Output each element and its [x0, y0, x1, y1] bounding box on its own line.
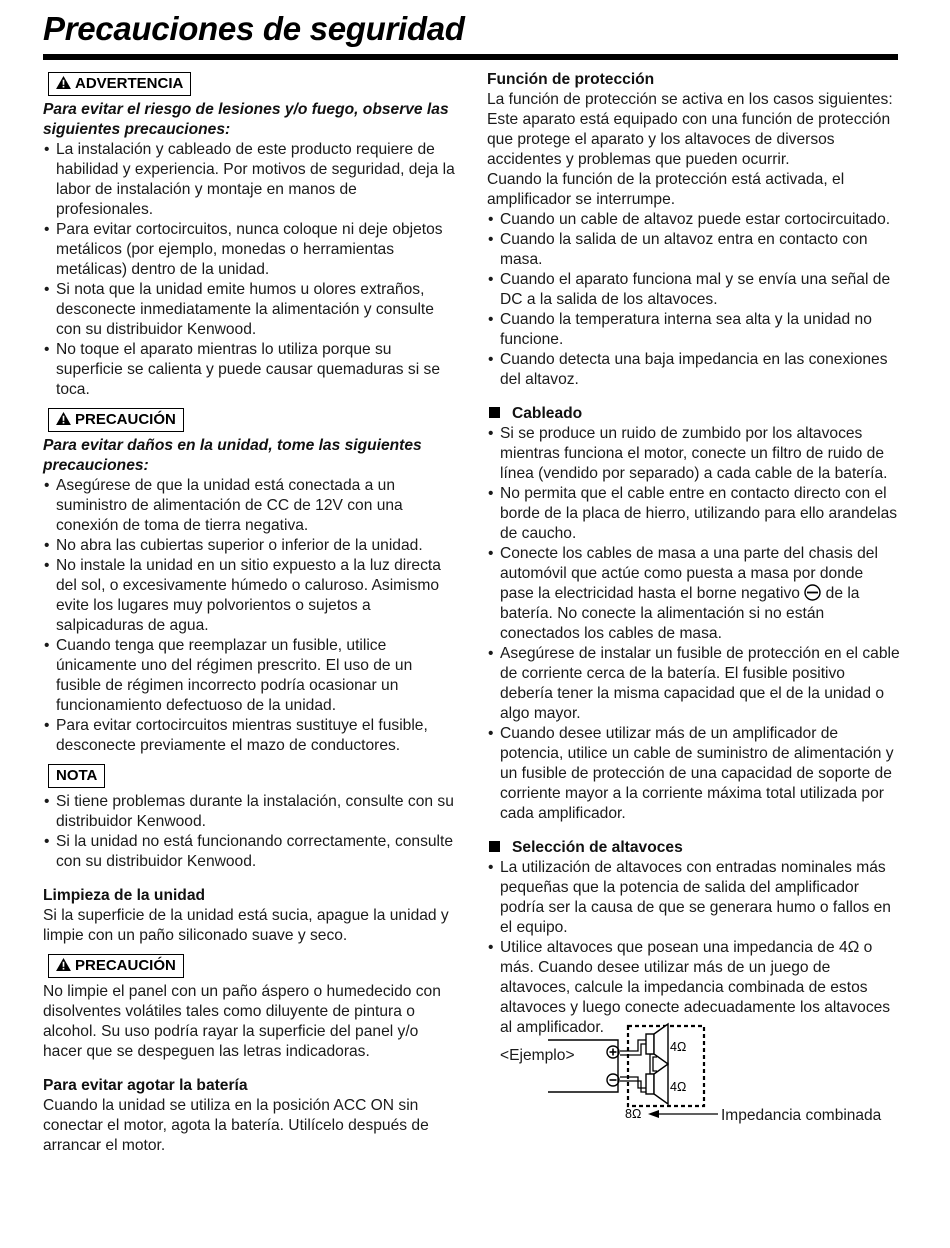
list-item: • Cuando la temperatura interna sea alta y la unidad no funcione.: [487, 310, 900, 350]
protection-list: [487, 210, 900, 390]
list-item: • Cuando la salida de un altavoz entra en contacto con masa.: [487, 230, 900, 270]
amplifier-box: [548, 1040, 618, 1092]
speaker-1-impedance: 4Ω: [670, 1040, 687, 1054]
caution2-text: No limpie el panel con un paño áspero o humedecido con disolventes volátiles tales como diluyente de pintura o alcohol. Su uso podría rayar la superficie del panel y/o hacer que se despeguen las letras indicadoras.: [43, 983, 441, 1060]
caution-lead: Para evitar daños en la unidad, tome las siguientes precauciones:: [43, 437, 422, 474]
minus-terminal-icon: [804, 584, 821, 601]
list-item: • Utilice altavoces que posean una impedancia de 4Ω o más. Cuando desee utilizar más de un juego de altavoces, calcule la impedancia combinada de estos altavoces y luego conecte adecuadamente los altavoces al amplificador.: [487, 938, 900, 1038]
caption-arrow: [648, 1110, 718, 1118]
minus-terminal-icon: [607, 1074, 619, 1086]
title-rule: [43, 54, 898, 60]
note-list: [43, 792, 456, 872]
list-item: • Cuando el aparato funciona mal y se envía una señal de DC a la salida de los altavoces.: [487, 270, 900, 310]
battery-text: Cuando la unidad se utiliza en la posición ACC ON sin conectar el motor, agota la batería. Utilícelo después de arrancar el motor.: [43, 1097, 429, 1154]
protection-intro-3: Cuando la función de la protección está activada, el amplificador se interrumpe.: [487, 171, 845, 208]
list-item: • No instale la unidad en un sitio expuesto a la luz directa del sol, o excesivamente húmedo o caluroso. Asimismo evite los lugares muy polvorientos o sujetos a salpicaduras de agua.: [43, 556, 456, 636]
warning-badge-label: ADVERTENCIA: [75, 75, 184, 92]
speaker-impedance-diagram: [540, 1018, 900, 1130]
warning-triangle-icon: [56, 958, 71, 971]
list-item: • Si nota que la unidad emite humos u olores extraños, desconecte inmediatamente la alimentación y consulte con su distribuidor Kenwood.: [43, 280, 456, 340]
speaker-1-icon: [646, 1024, 668, 1064]
combined-impedance-caption: Impedancia combinada: [721, 1107, 882, 1124]
caution-badge-label: PRECAUCIÓN: [75, 411, 176, 428]
wiring-list: [487, 424, 900, 824]
list-item: • Cuando tenga que reemplazar un fusible, utilice únicamente uno del régimen prescrito. El uso de un fusible de régimen incorrecto podría ocasionar un funcionamiento defectuoso de la unidad.: [43, 636, 456, 716]
note-badge: NOTA: [48, 764, 105, 788]
list-item: • Asegúrese de instalar un fusible de protección en el cable de corriente cerca de la batería. El fusible positivo debería tener la misma capacidad que el de la unidad o algo mayor.: [487, 644, 900, 724]
warning-triangle-icon: [56, 76, 71, 89]
wiring-item3-part-a: Conecte los cables de masa a una parte del chasis del automóvil que actúe como puesta a masa por donde pase la electricidad hasta el borne negativo: [500, 545, 878, 602]
warning-badge: [48, 72, 191, 96]
square-bullet-icon: [489, 407, 500, 418]
list-item: • Para evitar cortocircuitos, nunca coloque ni deje objetos metálicos (por ejemplo, monedas o herramientas metálicas) dentro de la unidad.: [43, 220, 456, 280]
list-item: • Para evitar cortocircuitos mientras sustituye el fusible, desconecte previamente el mazo de conductores.: [43, 716, 456, 756]
battery-heading: Para evitar agotar la batería: [43, 1077, 248, 1094]
speaker-2-impedance: 4Ω: [670, 1080, 687, 1094]
caution-badge: [48, 408, 184, 432]
protection-heading: Función de protección: [487, 71, 655, 88]
cleaning-heading: Limpieza de la unidad: [43, 887, 206, 904]
example-label: <Ejemplo>: [500, 1047, 575, 1064]
speaker-heading-row: [487, 838, 900, 858]
list-item: • No permita que el cable entre en contacto directo con el borde de la placa de hierro, utilizando para ello arandelas de caucho.: [487, 484, 900, 544]
list-item: • Si la unidad no está funcionando correctamente, consulte con su distribuidor Kenwood.: [43, 832, 456, 872]
cleaning-text: Si la superficie de la unidad está sucia, apague la unidad y limpie con un paño siliconado suave y seco.: [43, 907, 449, 944]
list-item: • Cuando un cable de altavoz puede estar cortocircuitado.: [487, 210, 900, 230]
warning-triangle-icon: [56, 412, 71, 425]
left-column: [43, 70, 456, 1156]
caution2-badge-label: PRECAUCIÓN: [75, 957, 176, 974]
list-item: • No abra las cubiertas superior o inferior de la unidad.: [43, 536, 456, 556]
list-item: • La utilización de altavoces con entradas nominales más pequeñas que la potencia de salida del amplificador podría ser la causa de que se generara humo o fallos en el equipo.: [487, 858, 900, 938]
wiring-item3-part-b: de la batería. No conecte la alimentación si no están conectados los cables de masa.: [500, 585, 860, 642]
list-item: • Si se produce un ruido de zumbido por los altavoces mientras funciona el motor, conecte un filtro de ruido de línea (vendido por separado) a cada cable de la batería.: [487, 424, 900, 484]
caution2-badge: [48, 954, 184, 978]
speaker-2-icon: [646, 1064, 668, 1104]
speaker-list: [487, 858, 900, 1038]
protection-intro-2: Este aparato está equipado con una función de protección que protege el aparato y los altavoces de diversos accidentes y problemas que pueden ocurrir.: [487, 111, 891, 168]
caution-list: [43, 476, 456, 756]
protection-intro-1: La función de protección se activa en los casos siguientes:: [487, 91, 893, 108]
plus-terminal-icon: [607, 1046, 619, 1058]
list-item: • La instalación y cableado de este producto requiere de habilidad y experiencia. Por motivos de seguridad, deja la labor de instalación y montaje en manos de profesionales.: [43, 140, 456, 220]
list-item: • Cuando desee utilizar más de un amplificador de potencia, utilice un cable de suministro de alimentación y un fusible de protección de una capacidad de soporte de corriente mayor a la corriente máxima total utilizada por cada amplificador.: [487, 724, 900, 824]
page-title: Precauciones de seguridad: [43, 10, 465, 47]
wiring-heading: Cableado: [512, 405, 583, 422]
list-item: • Cuando detecta una baja impedancia en las conexiones del altavoz.: [487, 350, 900, 390]
list-item: • No toque el aparato mientras lo utiliza porque su superficie se calienta y puede causar quemaduras si se toca.: [43, 340, 456, 400]
list-item: • Si tiene problemas durante la instalación, consulte con su distribuidor Kenwood.: [43, 792, 456, 832]
right-column: [487, 70, 900, 1066]
list-item: [487, 544, 900, 644]
speaker-heading: Selección de altavoces: [512, 839, 683, 856]
warning-lead: Para evitar el riesgo de lesiones y/o fuego, observe las siguientes precauciones:: [43, 101, 449, 138]
square-bullet-icon: [489, 841, 500, 852]
wiring-heading-row: [487, 404, 900, 424]
warning-list: [43, 140, 456, 400]
list-item: • Asegúrese de que la unidad está conectada a un suministro de alimentación de CC de 12V con una conexión de toma de tierra negativa.: [43, 476, 456, 536]
total-impedance: 8Ω: [625, 1107, 642, 1121]
